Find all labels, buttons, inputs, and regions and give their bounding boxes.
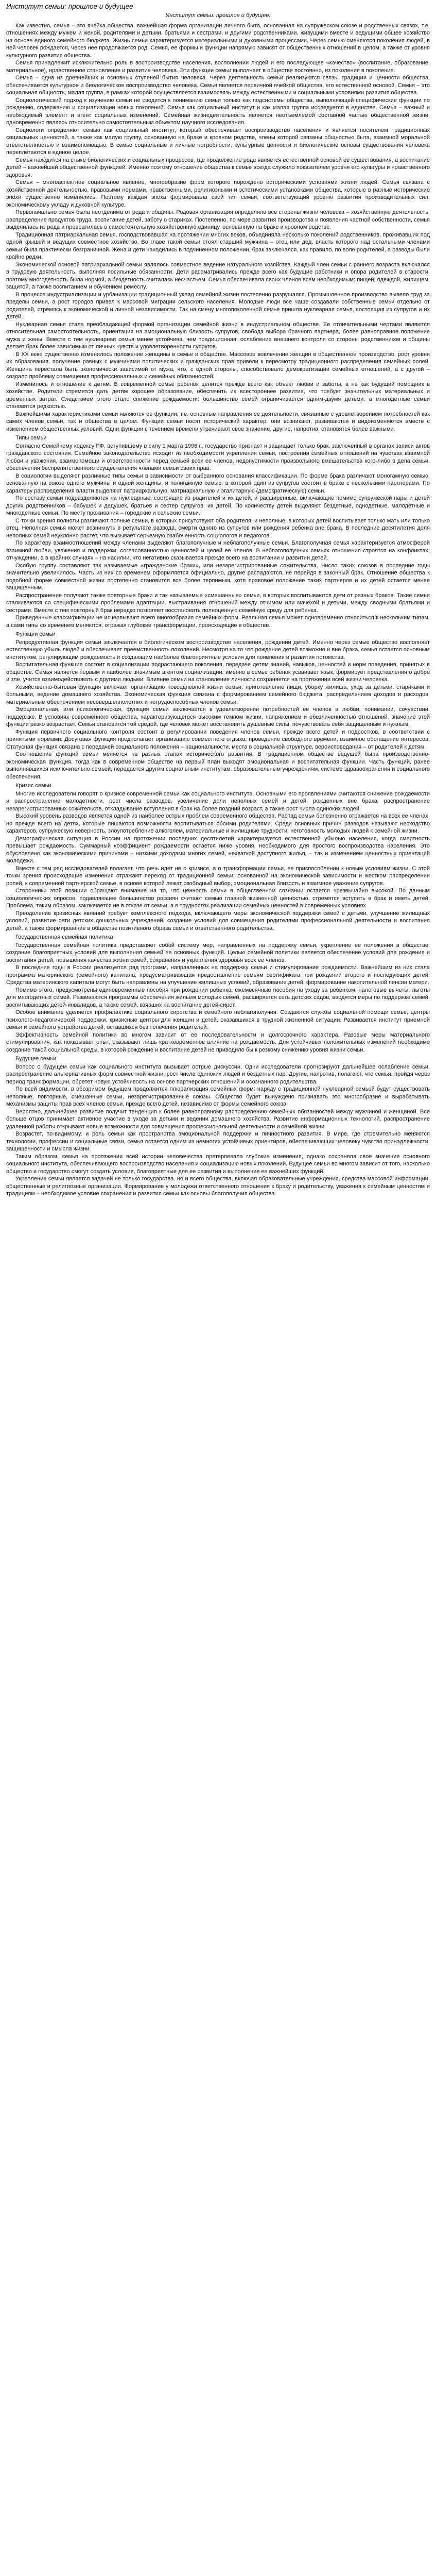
body-paragraph: Эмоциональная, или психологическая, функция семьи заключается в удовлетворении потребностей ее членов в любви, понимании, сочувствии, поддержке. В условиях современного общества, характеризующегося высоким темпом жизни, напряжением и обезличенностью отношений, значение этой функции резко возрастает. Семья становится той средой, где человек может восстановить душевные силы, почувствовать себя защищенным и нужным.	[6, 706, 430, 727]
document-page	[0, 0, 436, 1198]
body-paragraph: Как известно, семья – это ячейка общества, важнейшая форма организации личного быта, основанная на супружеском союзе и родственных связях, т.е. отношениях между мужем и женой, родителями и детьми, братьями и сестрами, и другими родственниками, живущими вместе и ведущими общее хозяйство на основе единого семейного бюджета. Жизнь семьи характеризуется материальными и духовными процессами. Через семью сменяются поколения людей, в ней человек рождается, через нее продолжается род. Семья, ее формы и функции напрямую зависят от общественных отношений в целом, а также от уровня культурного развития общества.	[6, 22, 430, 59]
body-paragraph: В последние годы в России реализуется ряд программ, направленных на поддержку семьи и стимулирование рождаемости. Важнейшим из них стала программа материнского (семейного) капитала, предусматривающая предоставление семьям сертификата при рождении второго и последующих детей. Средства материнского капитала могут быть направлены на улучшение жилищных условий, образование детей, формирование накопительной пенсии матери.	[6, 964, 430, 986]
body-paragraph: Важнейшими характеристиками семьи являются ее функции, т.е. основные направления ее деятельности, связанные с удовлетворением потребностей как самих членов семьи, так и общества в целом. Функции семьи носят исторический характер: они возникают, развиваются и видоизменяются вместе с изменением общественных условий. Одни функции с течением времени утрачивают свое значение, другие, напротив, становятся более важными.	[6, 411, 430, 432]
body-paragraph: Эффективность семейной политики во многом зависит от ее последовательности и долгосрочного характера. Разовые меры материального стимулирования, как показывает опыт, оказывают лишь кратковременное влияние на рождаемость. Для устойчивых положительных изменений необходимо создание такой социальной среды, в которой рождение и воспитание детей не приводило бы к резкому снижению уровня жизни семьи.	[6, 1031, 430, 1053]
body-paragraph: Функция первичного социального контроля состоит в регулировании поведения членов семьи, прежде всего детей и подростков, в соответствии с принятыми нормами. Досуговая функция предполагает организацию совместного отдыха, проведение свободного времени, взаимное обогащение интересов. Статусная функция связана с передачей социального положения – национальности, места в социальной структуре, вероисповедания – от родителей к детям.	[6, 728, 430, 750]
body-paragraph: Возрастет, по-видимому, и роль семьи как пространства эмоциональной поддержки и личностного развития. В мире, где стремительно меняются технологии, профессии и социальные связи, семья остается одним из немногих устойчивых ориентиров, обеспечивающих человеку чувство принадлежности, защищенности и смысла жизни.	[6, 1131, 430, 1152]
body-paragraph: Репродуктивная функция семьи заключается в биологическом воспроизводстве населения, рождении детей. Именно через семью общество восполняет естественную убыль людей и обеспечивает преемственность поколений. Несмотря на то что рождение детей возможно и вне брака, семья остается основным институтом, регулирующим рождаемость и создающим наиболее благоприятные условия для появления и развития потомства.	[6, 639, 430, 660]
body-paragraph: Распространение получают также повторные браки и так называемые «смешанные» семьи, в которых воспитываются дети от разных браков. Такие семьи сталкиваются со специфическими проблемами адаптации, выстраивания отношений между отчимом или мачехой и детьми, между сводными братьями и сестрами. Вместе с тем повторный брак нередко позволяет восстановить полноценную семейную среду для ребенка.	[6, 592, 430, 614]
section-heading: Государственная семейная политика	[15, 934, 113, 940]
page-subtitle: Институт семьи: прошлое и будущее.	[165, 12, 271, 19]
body-paragraph: Демографическая ситуация в России на протяжении последних десятилетий характеризуется естественной убылью населения, когда смертность превышает рождаемость. Суммарный коэффициент рождаемости остается ниже уровня, необходимого для простого воспроизводства населения. Это обусловлено как экономическими причинами – низкими доходами многих семей, нехваткой доступного жилья, – так и изменением ценностных ориентаций молодежи.	[6, 835, 430, 864]
body-paragraph: Согласно Семейному кодексу РФ, вступившему в силу 1 марта 1996 г., государство признает и защищает только брак, заключенный в органах записи актов гражданского состояния. Семейное законодательство исходит из необходимости укрепления семьи, построения семейных отношений на чувствах взаимной любви и уважения, взаимопомощи и ответственности перед семьей всех ее членов, недопустимости произвольного вмешательства кого-либо в дела семьи, обеспечения беспрепятственного осуществления членами семьи своих прав.	[6, 443, 430, 471]
body-paragraph: Воспитательная функция состоит в социализации подрастающего поколения, передаче детям знаний, навыков, ценностей и норм поведения, принятых в обществе. Семья является первым и наиболее значимым агентом социализации: именно в семье ребенок усваивает язык, формирует представления о добре и зле, учится взаимодействовать с другими людьми. Влияние семьи на становление личности сохраняется на протяжении всей жизни человека.	[6, 662, 430, 683]
body-paragraph: Особую группу составляют так называемые «гражданские браки», или незарегистрированные сожительства. Число таких союзов в последние годы значительно увеличилось. Часть из них со временем оформляется официально, другие распадаются, не перейдя в законный брак. Отношение общества к подобной форме совместной жизни постепенно становится все более терпимым, хотя правовое положение таких партнеров и их детей остается менее защищенным.	[6, 562, 430, 591]
section-heading: Кризис семьи	[15, 783, 51, 789]
body-paragraph: Таким образом, семья на протяжении всей истории человечества претерпевала глубокие изменения, однако сохраняла свое значение основного социального института, обеспечивающего воспроизводство населения и социализацию новых поколений. Будущее семьи во многом зависит от того, насколько общество и государство смогут создать условия, благоприятные для ее развития и выполнения ее важнейших функций.	[6, 1153, 430, 1175]
body-paragraph: Помимо этого, предусмотрены единовременные пособия при рождении ребенка, ежемесячные пособия по уходу за ребенком, налоговые вычеты, льготы для многодетных семей. Развиваются программы обеспечения жильем молодых семей, расширяется сеть детских садов, вводятся меры по поддержке семей, воспитывающих детей-инвалидов, а также семей, взявших на воспитание детей-сирот.	[6, 987, 430, 1008]
body-paragraph: Вопрос о будущем семьи как социального института вызывает острые дискуссии. Одни исследователи прогнозируют дальнейшее ослабление семьи, распространение альтернативных форм совместной жизни, рост числа одиноких людей и бездетных пар. Другие, напротив, полагают, что семья, пройдя через период трансформации, обретет новую устойчивость на основе партнерских отношений и осознанного родительства.	[6, 1063, 430, 1085]
section-heading: Типы семьи	[15, 435, 47, 441]
body-paragraph: Семья – одна из древнейших и основных ступеней бытия человека. Через деятельность семьи реализуются связь, традиции и ценности общества, обеспечивается культурное и биологическое воспроизводство человека. Семья является первичной ячейкой общества, его естественной основой. Семья – это социальная общность, малая группа, в рамках которой осуществляется взаимосвязь между естественными и социальными условиями развития общества.	[6, 75, 430, 96]
body-paragraph: Хозяйственно-бытовая функция включает организацию повседневной жизни семьи: приготовление пищи, уборку жилища, уход за детьми, стариками и больными, ведение домашнего хозяйства. Экономическая функция связана с формированием семейного бюджета, распределением доходов и расходов, материальным обеспечением несовершеннолетних и нетрудоспособных членов семьи.	[6, 684, 430, 705]
body-paragraph: С точки зрения полноты различают полные семьи, в которых присутствуют оба родителя, и неполные, в которых детей воспитывает только мать или только отец. Неполная семья может возникнуть в результате развода, смерти одного из супругов или рождения ребенка вне брака. В последние десятилетия доля неполных семей неуклонно растет, что вызывает серьезную озабоченность социологов и педагогов.	[6, 517, 430, 539]
body-paragraph: Укрепление семьи является задачей не только государства, но и всего общества, включая образовательные учреждения, средства массовой информации, общественные и религиозные организации. Формирование у молодежи ответственного отношения к браку и родительству, уважения к семейным ценностям и традициям – необходимое условие сохранения и развития семьи как основы благополучия общества.	[6, 1176, 430, 1197]
body-paragraph: Многие исследователи говорят о кризисе современной семьи как социального института. Основными его проявлениями считаются снижение рождаемости и распространение малодетности, рост числа разводов, увеличение доли неполных семей и детей, рожденных вне брака, распространение незарегистрированных сожительств, откладывание вступления в брак на более поздний возраст, а также рост числа одиноких людей.	[6, 790, 430, 812]
body-paragraph: Государственная семейная политика представляет собой систему мер, направленных на поддержку семьи, укрепление ее положения в обществе, создание благоприятных условий для выполнения семьей ее основных функций. Целью семейной политики является обеспечение условий для рождения и воспитания детей, повышения качества жизни семей, сохранения и укрепления здоровья всех ее членов.	[6, 942, 430, 963]
body-paragraph: Соотношение функций семьи меняется на разных этапах исторического развития. В традиционном обществе ведущей была производственно-экономическая функция, тогда как в современном обществе на первый план выходят эмоциональная и воспитательная функции. Часть функций, ранее выполнявшихся исключительно семьей, передается другим социальным институтам: образовательным учреждениям, системе здравоохранения и социального обеспечения.	[6, 751, 430, 780]
body-paragraph: Вероятно, дальнейшее развитие получит тенденция к более равноправному распределению семейных обязанностей между мужчиной и женщиной. Все больше отцов принимает активное участие в уходе за детьми и ведении домашнего хозяйства. Развитие информационных технологий, распространение удаленной работы открывают новые возможности для совмещения профессиональной деятельности и семейной жизни.	[6, 1108, 430, 1130]
body-paragraph: Семья находится на стыке биологических и социальных процессов, где продолжение рода является естественной основой ее существования, а воспитание детей – важнейшей общественной функцией. Именно поэтому отношение общества к семье всегда служило показателем уровня его культуры и нравственного здоровья.	[6, 157, 430, 178]
body-paragraph: Сторонники этой позиции обращают внимание на то, что ценность семьи в общественном сознании остается чрезвычайно высокой. По данным социологических опросов, подавляющее большинство россиян считают семью главной жизненной ценностью, стремятся вступить в брак и иметь детей. Проблема, таким образом, заключается не в отказе от семьи, а в трудностях реализации семейных ценностей в современных условиях.	[6, 888, 430, 909]
section-heading: Функции семьи	[15, 631, 56, 637]
section-heading: Будущее семьи	[15, 1056, 57, 1062]
body-paragraph: В процессе индустриализации и урбанизации традиционный уклад семейной жизни постепенно разрушался. Промышленное производство вывело труд за пределы семьи, а рост городов привел к массовой миграции сельского населения. Молодые люди все чаще создавали собственные семьи отдельно от родителей, стремясь к экономической и личной независимости. Так на смену многопоколенной семье пришла нуклеарная семья, состоящая из супругов и их детей.	[6, 291, 430, 320]
page-title: Институт семьи: прошлое и будущее	[6, 3, 133, 10]
body-paragraph: Нуклеарная семья стала преобладающей формой организации семейной жизни в индустриальном обществе. Ее отличительными чертами являются относительная самостоятельность, ориентация на эмоциональную близость супругов, свобода выбора брачного партнера, более равноправное положение мужа и жены. Вместе с тем нуклеарная семья менее устойчива, чем традиционная: ослабление внешнего контроля со стороны родственников и общины делает брак более зависимым от личных чувств и удовлетворенности супругов.	[6, 321, 430, 350]
body-paragraph: По характеру взаимоотношений между членами выделяют благополучные и неблагополучные семьи. Благополучная семья характеризуется атмосферой взаимной любви, уважения и поддержки, согласованностью ценностей и целей ее членов. В неблагополучных семьях отношения строятся на конфликтах, отчуждении, а в крайних случаях – на насилии, что негативно сказывается прежде всего на воспитании и развитии детей.	[6, 540, 430, 561]
body-paragraph: Первоначально семья была неотделима от рода и общины. Родовая организация определяла все стороны жизни человека – хозяйственную деятельность, распределение продуктов труда, воспитание детей, заботу о стариках. Постепенно, по мере развития производства и появления частной собственности, семья выделилась из рода и превратилась в самостоятельную хозяйственную единицу, основанную на браке и кровном родстве.	[6, 209, 430, 230]
body-paragraph: Приведенные классификации не исчерпывают всего многообразия семейных форм. Реальная семья может одновременно относиться к нескольким типам, а сами типы со временем меняются, отражая глубокие трансформации, происходящие в обществе.	[6, 615, 430, 629]
body-paragraph: Традиционная патриархальная семья, господствовавшая на протяжении многих веков, объединяла несколько поколений родственников, проживавших под одной крышей и ведущих совместное хозяйство. Во главе такой семьи стоял старший мужчина – отец или дед, власть которого над остальными членами семьи была практически безграничной. Жена и дети находились в подчиненном положении, брак заключался, как правило, по воле родителей, а разводы были крайне редки.	[6, 231, 430, 260]
body-paragraph: По всей видимости, в обозримом будущем продолжится плюрализация семейных форм: наряду с традиционной нуклеарной семьей будут существовать неполные, повторные, смешанные семьи, незарегистрированные союзы. Общество будет вынуждено признавать это многообразие и вырабатывать механизмы защиты прав всех членов семьи, прежде всего детей, независимо от формы семейного союза.	[6, 1086, 430, 1107]
body-paragraph: По составу семьи подразделяются на нуклеарные, состоящие из родителей и их детей, и расширенные, включающие помимо супружеской пары и детей других родственников – бабушек и дедушек, братьев и сестер супругов, их детей. По количеству детей выделяют бездетные, однодетные, малодетные и многодетные семьи. По месту проживания – городские и сельские семьи.	[6, 495, 430, 516]
body-paragraph: Особое внимание уделяется профилактике социального сиротства и семейного неблагополучия. Создаются службы социальной помощи семье, центры психолого-педагогической поддержки, кризисные центры для женщин и детей, оказавшихся в трудной жизненной ситуации. Развивается институт приемной семьи и семейного устройства детей, оставшихся без попечения родителей.	[6, 1009, 430, 1030]
body-paragraph: Семья принадлежит исключительно роль в воспроизводстве населения, восполнении людей и его последующее «качество» (воспитание, образование, материальное), нравственное становление и развитие человека. Эти функции семьи выполняет в обществе постоянно, из поколения в поколение.	[6, 60, 430, 74]
body-paragraph: Вместе с тем ряд исследователей полагает, что речь идет не о кризисе, а о трансформации семьи, ее приспособлении к новым условиям жизни. С этой точки зрения происходящие изменения отражают переход от традиционной семьи, основанной на экономической зависимости и жестком распределении ролей, к современной партнерской семье, в основе которой лежат свободный выбор, эмоциональная близость и взаимное уважение супругов.	[6, 865, 430, 887]
body-paragraph: Преодоление кризисных явлений требует комплексного подхода, включающего меры экономической поддержки семей с детьми, улучшение жилищных условий, развитие сети детских дошкольных учреждений, создание условий для совмещения родителями профессиональной деятельности и воспитания детей, а также формирование в обществе позитивного образа семьи и ответственного родительства.	[6, 910, 430, 931]
body-paragraph: Социологи определяют семью как социальный институт, который обеспечивает воспроизводство населения и является носителем традиционных социальных ценностей, а также как малую группу, основанную на браке и кровном родстве, члены которой связаны общностью быта, взаимной моральной ответственностью и взаимопомощью. В семье социальные и личные потребности, культурные ценности и биологические основы существования человека переплетаются в единое целое.	[6, 127, 430, 156]
body-paragraph: В XX веке существенно изменилось положение женщины в семье и обществе. Массовое вовлечение женщин в общественное производство, рост уровня их образования, получение равных с мужчинами политических и гражданских прав привели к пересмотру традиционного распределения семейных ролей. Женщина перестала быть экономически зависимой от мужа, что, с одной стороны, способствовало демократизации семейных отношений, а с другой – создало проблему совмещения профессиональных и семейных обязанностей.	[6, 351, 430, 380]
body-paragraph: Изменилось и отношение к детям. В современной семье ребенок ценится прежде всего как объект любви и заботы, а не как будущий помощник в хозяйстве. Родители стремятся дать детям хорошее образование, обеспечить их всестороннее развитие, что требует значительных материальных и временных затрат. Следствием этого стало снижение рождаемости: большинство семей ограничивается одним-двумя детьми, а многодетные семьи становятся редкостью.	[6, 381, 430, 410]
body-paragraph: Социологический подход к изучению семьи не сводится к пониманию семьи только как подсистемы общества, выполняющей специфические функции по рождению, содержанию и социализации новых поколений. Семья как социальный институт и как малая группа исследуется в единстве. Семья – важный и необходимый элемент и агент социальных изменений. Семейная жизнедеятельность является неотъемлемой составной частью общественной жизни, одновременно являясь относительно самостоятельным объектом научного исследования.	[6, 97, 430, 126]
body-paragraph: Семья – многоаспектное социальное явление, многообразие форм которого порождено историческими условиями жизни людей. Семья связана с хозяйственной деятельностью, правовыми нормами, нравственными, религиозными и эстетическими установками общества, которые в разные исторические эпохи существенно изменялись. Поэтому каждая эпоха формировала свой тип семьи, соответствующий уровню развития производительных сил, экономическому укладу и духовной культуре.	[6, 179, 430, 208]
body-paragraph: В социологии выделяют различные типы семьи в зависимости от выбранного основания классификации. По форме брака различают моногамную семью, основанную на союзе одного мужчины и одной женщины, и полигамную семью, в которой один из супругов состоит в браке с несколькими партнерами. По характеру распределения власти выделяют патриархальную, матриархальную и эгалитарную (демократическую) семьи.	[6, 472, 430, 494]
body-paragraph: Экономической основой патриархальной семьи являлось совместное ведение натурального хозяйства. Каждый член семьи с раннего возраста включался в трудовую деятельность, выполняя посильные обязанности. Дети рассматривались прежде всего как будущие работники и опора родителей в старости, поэтому многодетность была нормой, а бездетность считалась несчастьем. Семья обеспечивала своих членов всем необходимым: пищей, одеждой, жилищем, защитой, а также воспитанием и обучением ремеслу.	[6, 261, 430, 290]
body-paragraph: Высокий уровень разводов является одной из наиболее острых проблем современного общества. Распад семьи болезненно отражается на всех ее членах, но прежде всего на детях, которые лишаются возможности воспитываться обоими родителями. Среди основных причин разводов называют несходство характеров, супружескую неверность, злоупотребление алкоголем, материальные и жилищные трудности, неготовность молодых людей к семейной жизни.	[6, 813, 430, 834]
